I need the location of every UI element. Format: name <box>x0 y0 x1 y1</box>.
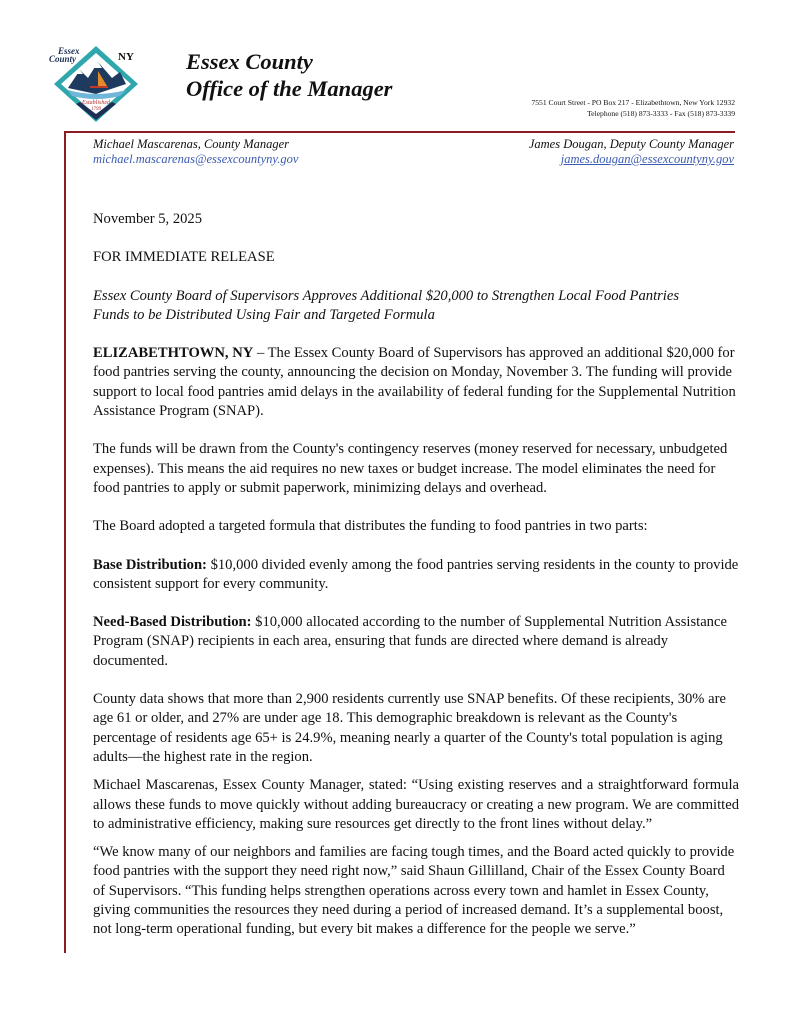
street-address: 7551 Court Street - PO Box 217 - Elizabethtown, New York 12932 <box>531 98 735 107</box>
letterhead-rule-top <box>64 131 735 133</box>
release-date: November 5, 2025 <box>93 211 203 227</box>
headline <box>93 287 739 326</box>
headline-line2: Funds to be Distributed Using Fair and Targeted Formula <box>93 306 435 323</box>
paragraph-base-distribution: Base Distribution: $10,000 divided evenly among the food pantries serving residents in the county to provide consistent support for every community. <box>93 556 739 592</box>
dateline: ELIZABETHTOWN, NY <box>93 345 254 362</box>
svg-text:1799: 1799 <box>91 107 101 112</box>
paragraph-funding-source: The funds will be drawn from the County's contingency reserves (money reserved for necessary, unbudgeted expenses). This means the aid requires no new taxes or budget increase. The model eliminates the need for food pantries to apply or submit paperwork, minimizing delays and overhead. <box>93 441 728 496</box>
svg-text:Established: Established <box>82 100 110 106</box>
deputy-manager-name: James Dougan, Deputy County Manager <box>528 137 734 151</box>
contact-deputy-manager <box>529 137 734 167</box>
county-manager-email-link[interactable]: michael.mascarenas@essexcountyny.gov <box>93 152 299 166</box>
essex-county-logo <box>46 44 146 122</box>
svg-text:NY: NY <box>118 51 134 63</box>
phone-fax: Telephone (518) 873-3333 - Fax (518) 873-3339 <box>587 109 735 118</box>
letterhead-rule-left <box>64 131 66 953</box>
county-manager-name: Michael Mascarenas, County Manager <box>93 137 290 151</box>
paragraph-manager-quote: Michael Mascarenas, Essex County Manager, stated: “Using existing reserves and a straightforward formula allows these funds to move quickly without adding bureaucracy or creating a new program. We are committed to administrative efficiency, making sure resources get directly to the front lines without delay.” <box>93 777 739 832</box>
office-title <box>186 48 392 102</box>
org-name-line2: Office of the Manager <box>186 76 393 101</box>
svg-text:Essex: Essex <box>58 46 80 56</box>
contact-county-manager <box>93 137 298 167</box>
headline-line1: Essex County Board of Supervisors Approves Additional $20,000 to Strengthen Local Food Pantries <box>93 287 680 304</box>
paragraph-demographics: County data shows that more than 2,900 residents currently use SNAP benefits. Of these recipients, 30% are age 61 or older, and 27% are under age 18. This demographic breakdown is relevant as the County's percentage of residents age 65+ is 24.9%, meaning nearly a quarter of the County's total population is aging adults—the highest rate in the region. <box>93 691 726 765</box>
svg-text:County: County <box>49 54 77 64</box>
deputy-manager-email-link[interactable]: james.dougan@essexcountyny.gov <box>560 152 734 166</box>
county-seal-icon <box>46 44 146 122</box>
release-label: FOR IMMEDIATE RELEASE <box>93 249 275 266</box>
base-distribution-label: Base Distribution: <box>93 556 207 573</box>
paragraph-need-distribution: Need-Based Distribution: $10,000 allocated according to the number of Supplemental Nutrition Assistance Program (SNAP) recipients in each area, ensuring that funds are directed where demand is already documented. <box>93 614 727 669</box>
need-distribution-label: Need-Based Distribution: <box>93 614 252 631</box>
office-address <box>531 97 735 119</box>
paragraph-formula: The Board adopted a targeted formula that distributes the funding to food pantries in two parts: <box>93 518 648 535</box>
paragraph-chair-quote: “We know many of our neighbors and families are facing tough times, and the Board acted quickly to provide food pantries with the support they need right now,” said Shaun Gillilland, Chair of the Essex County Board of Supervisors. “This funding helps strengthen operations across every town and hamlet in Essex County, giving communities the resources they need during a period of increased demand. It’s a supplemental boost, not long-term operational funding, but every bit makes a difference for the people we serve.” <box>93 844 735 938</box>
paragraph-intro: ELIZABETHTOWN, NY – The Essex County Board of Supervisors has approved an additional $20,000 for food pantries serving the county, announcing the decision on Monday, November 3. The funding will provide support to local food pantries amid delays in the availability of federal funding for the Supplemental Nutrition Assistance Program (SNAP). <box>93 345 736 420</box>
press-release-body <box>93 210 739 940</box>
org-name-line1: Essex County <box>186 49 313 74</box>
